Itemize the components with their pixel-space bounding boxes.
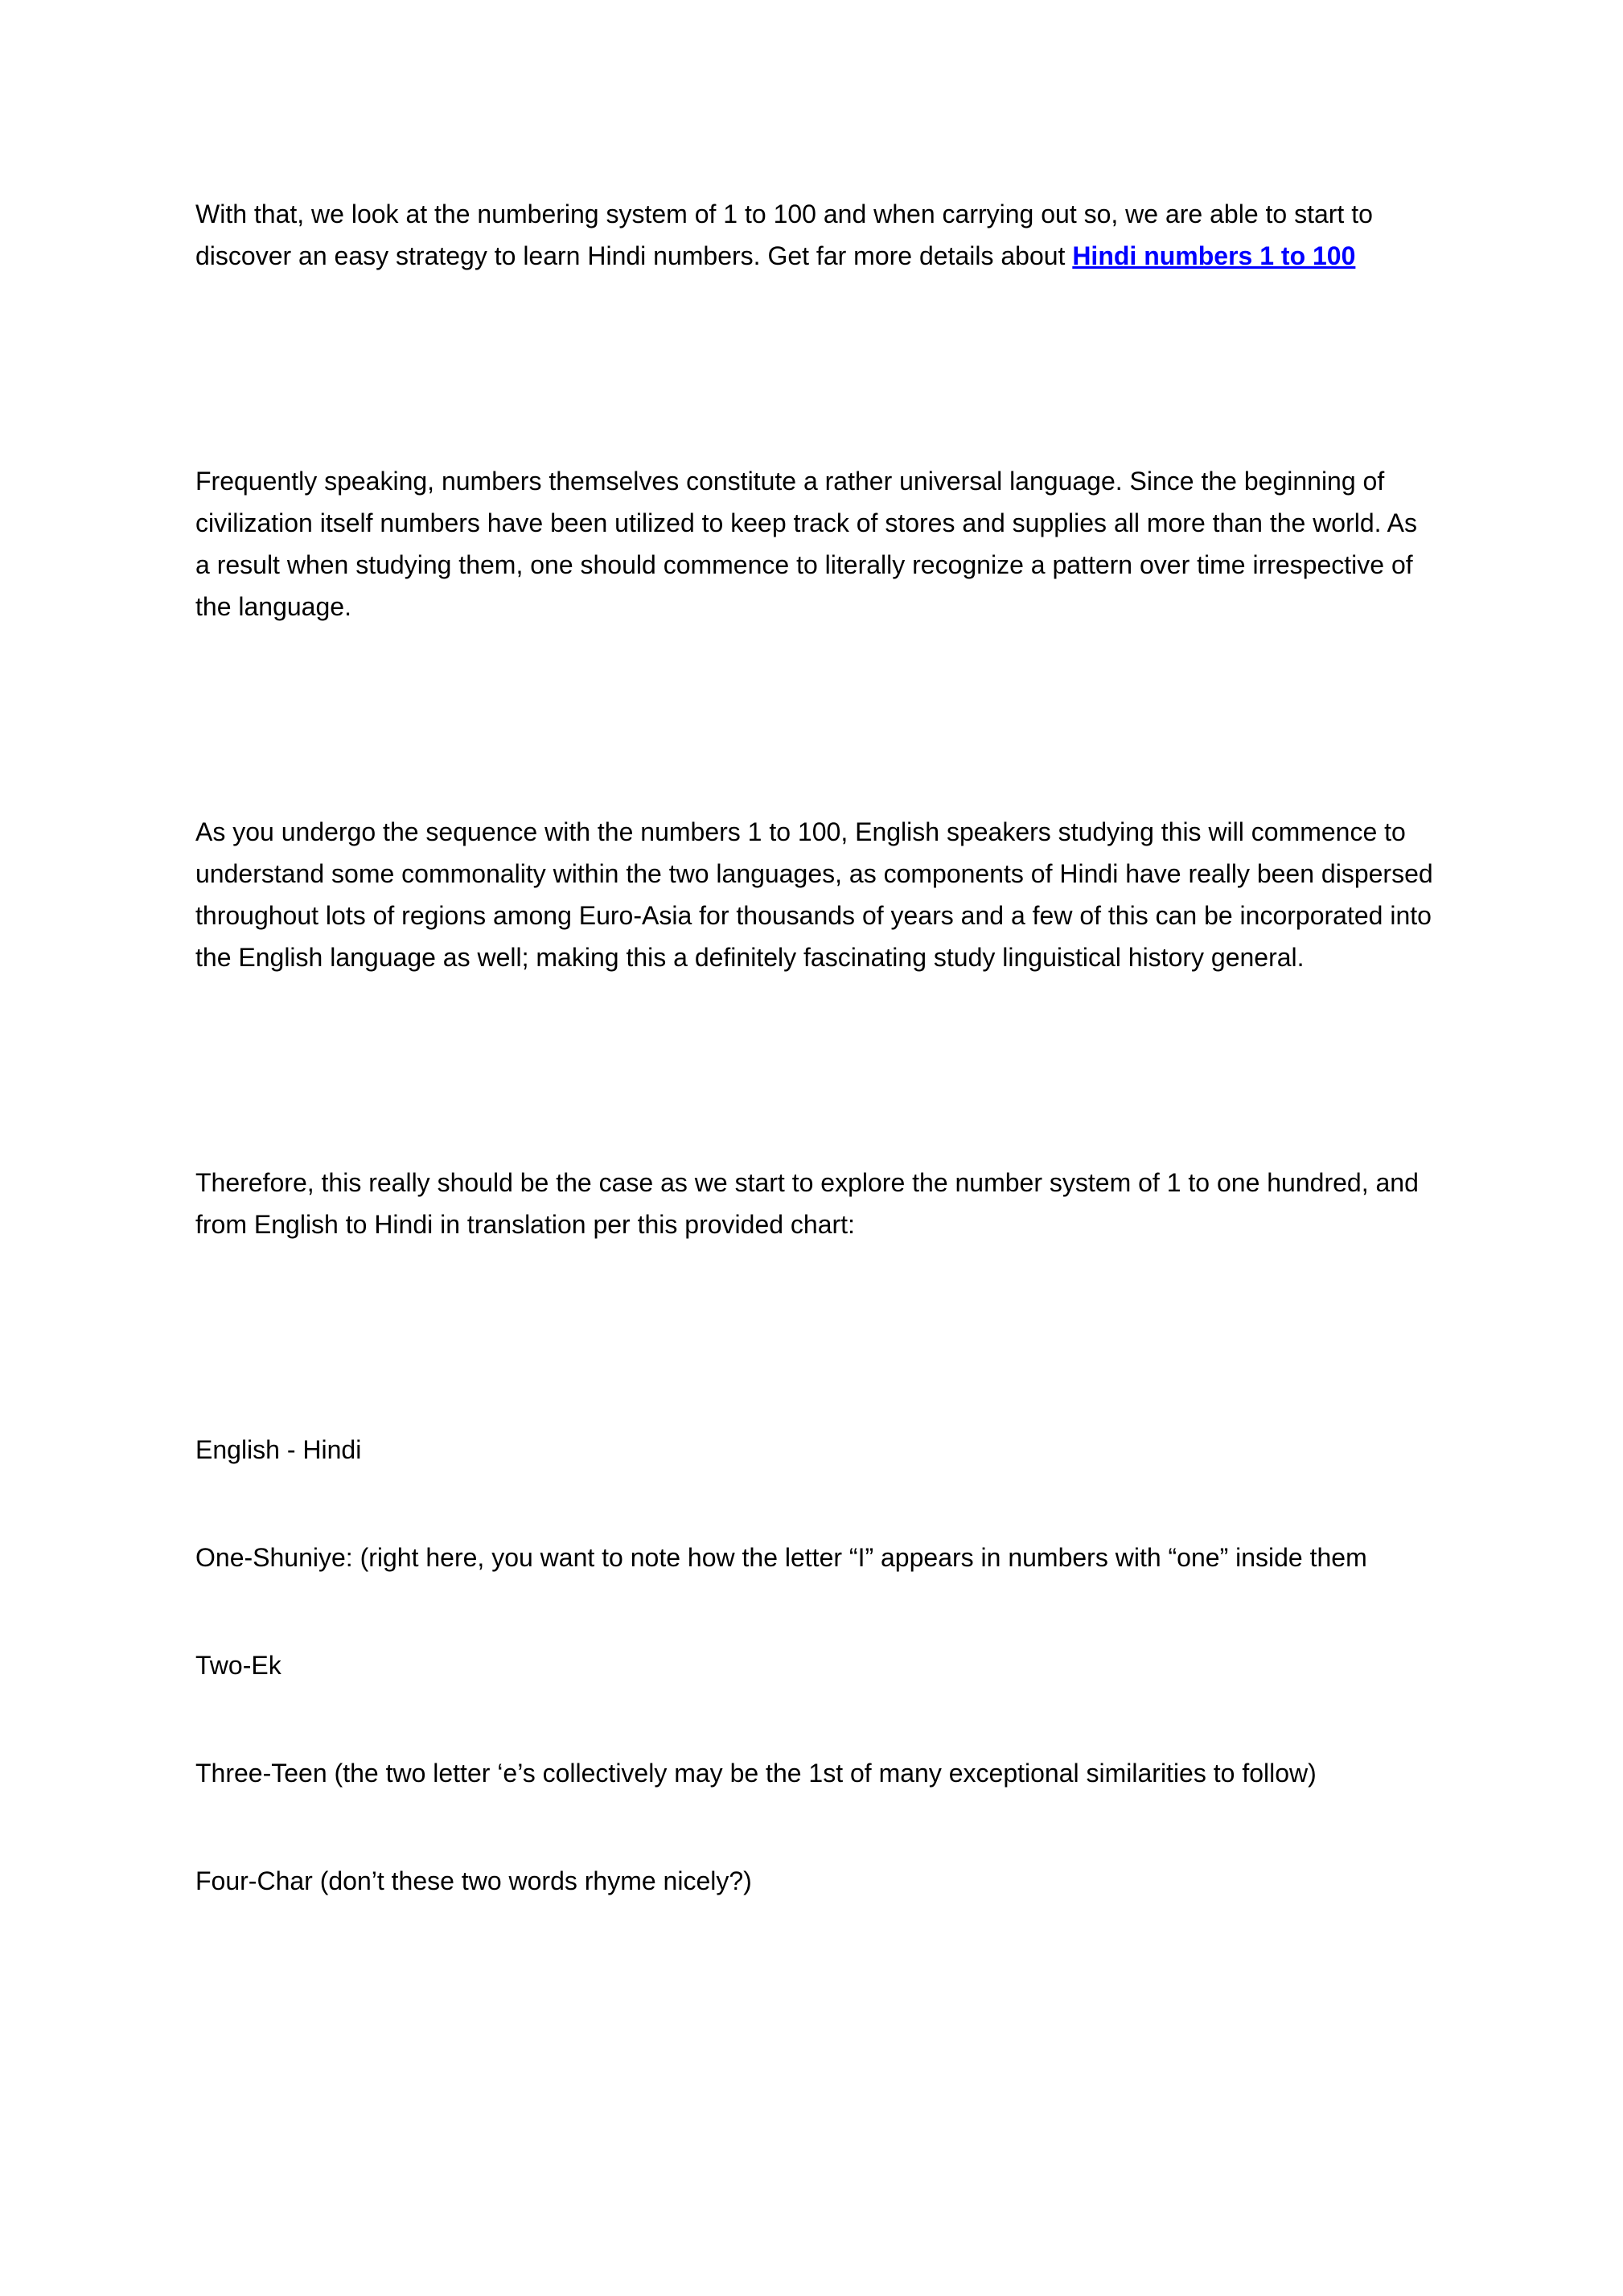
sequence-paragraph: As you undergo the sequence with the numbers 1 to 100, English speakers studying this will commence to understand some commonality within the two languages, as components of Hindi have really been dispersed throughout lots of regions among Euro-Asia for thousands of years and a few of this can be incorporated into the English language as well; making this a definitely fascinating study linguistical history general. [195,817,1433,972]
four-char-item: Four-Char (don’t these two words rhyme nicely?) [195,1866,752,1895]
hindi-numbers-link[interactable]: Hindi numbers 1 to 100 [1072,241,1356,270]
three-teen-item: Three-Teen (the two letter ‘e’s collectively may be the 1st of many exceptional similarities to follow) [195,1759,1317,1788]
english-hindi-heading: English - Hindi [195,1435,362,1464]
two-ek-item: Two-Ek [195,1651,281,1680]
chart-intro-paragraph: Therefore, this really should be the case as we start to explore the number system of 1 to one hundred, and from English to Hindi in translation per this provided chart: [195,1168,1419,1239]
universal-language-paragraph: Frequently speaking, numbers themselves constitute a rather universal language. Since the beginning of civilization itself numbers have been utilized to keep track of stores and supplies all more than the world. As a result when studying them, one should commence to literally recognize a pattern over time irrespective of the language. [195,467,1418,621]
one-shuniye-item: One-Shuniye: (right here, you want to note how the letter “I” appears in numbers with “one” inside them [195,1543,1367,1572]
intro-text: With that, we look at the numbering system of 1 to 100 and when carrying out so, we are able to start to discover an easy strategy to learn Hindi numbers. Get far more details about [195,200,1373,270]
intro-paragraph [195,193,1434,277]
